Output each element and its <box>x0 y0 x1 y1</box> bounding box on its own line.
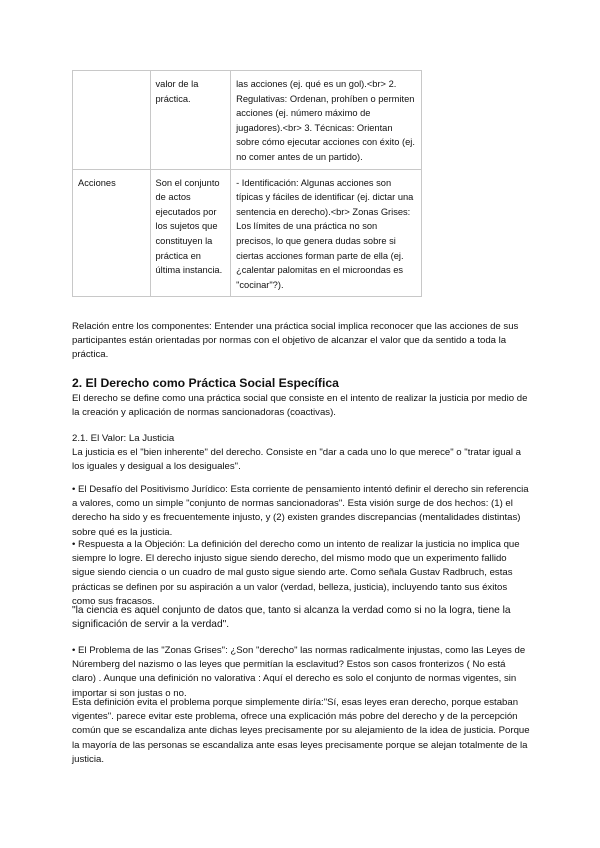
table-row <box>73 71 422 170</box>
table-cell: Son el conjunto de actos ejecutados por los sujetos que constituyen la práctica en última instancia. <box>150 169 231 297</box>
respuesta-paragraph: • Respuesta a la Objeción: La definición del derecho como un intento de realizar la justicia no implica que siempre lo logre. El derecho injusto sigue siendo derecho, del mismo modo que un experimento fallido sigue siendo ciencia o un cuadro de mal gusto sigue siendo arte. Como señala Gustav Radbruch, estas prácticas se definen por su aspiración a un valor (verdad, belleza, justicia), incluyendo tanto sus éxitos como sus fracasos. <box>72 539 520 607</box>
table-cell-acciones-label: Acciones <box>73 169 151 297</box>
desafio-paragraph: • El Desafío del Positivismo Jurídico: Esta corriente de pensamiento intentó definir el derecho sin referencia a valores, como un simple "conjunto de normas sancionadoras". Esta visión surge de dos hechos: (1) el derecho ha sido y es frecuentemente injusto, y (2) existen grandes discrepancias (mentalidades distintas) sobre qué es la justicia. <box>72 484 529 538</box>
section-intro: El derecho se define como una práctica social que consiste en el intento de realizar la justicia por medio de la creación y aplicación de normas sancionadoras (coactivas). <box>72 393 528 419</box>
section-heading: 2. El Derecho como Práctica Social Específica <box>72 376 339 390</box>
table-cell: las acciones (ej. qué es un gol).<br> 2. Regulativas: Ordenan, prohíben o permiten acciones (ej. número máximo de jugadores).<br> 3. Técnicas: Orientan sobre cómo ejecutar acciones con éxito (ej. no comer antes de un partido). <box>231 71 422 170</box>
table-cell: valor de la práctica. <box>150 71 231 170</box>
quote-paragraph: "la ciencia es aquel conjunto de datos que, tanto si alcanza la verdad como si no la logra, tiene la significación de servir a la verdad". <box>72 605 511 631</box>
table-cell <box>73 71 151 170</box>
subsection-heading: 2.1. El Valor: La Justicia <box>72 433 175 444</box>
components-table <box>72 70 422 297</box>
table-cell: - Identificación: Algunas acciones son típicas y fáciles de identificar (ej. dictar una sentencia en derecho).<br> Zonas Grises: Los límites de una práctica no son precisos, lo que genera dudas sobre si ciertas acciones forman parte de ella (ej. ¿calentar palomitas en el microondas es "cocinar"?). <box>231 169 422 297</box>
relacion-paragraph: Relación entre los componentes: Entender una práctica social implica reconocer que las acciones de sus participantes están orientadas por normas con el objetivo de alcanzar el valor que da sentido a toda la práctica. <box>72 321 519 361</box>
subsection-intro: La justicia es el "bien inherente" del derecho. Consiste en "dar a cada uno lo que merece" o "tratar igual a los iguales y desigual a los desiguales". <box>72 447 522 473</box>
table-row <box>73 169 422 297</box>
zonas-grises-paragraph: • El Problema de las "Zonas Grises": ¿Son "derecho" las normas radicalmente injustas, como las Leyes de Núremberg del nazismo o las leyes que permitían la esclavitud? Estos son casos fronterizos ( No está claro) . Aunque una definición no valorativa : Aquí el derecho es solo el conjunto de normas vigentes, sin importar si son justas o no. <box>72 645 526 699</box>
evita-paragraph: Esta definición evita el problema porque simplemente diría:"Sí, esas leyes eran derecho, porque estaban vigentes". parece evitar este problema, ofrece una explicación más pobre del derecho y de la percepción común que se escandaliza ante dichas leyes precisamente por su alejamiento de la idea de justicia. Porque la mayoría de las personas se escandaliza ante esas leyes precisamente porque se alejan totalmente de la justicia. <box>72 697 530 765</box>
